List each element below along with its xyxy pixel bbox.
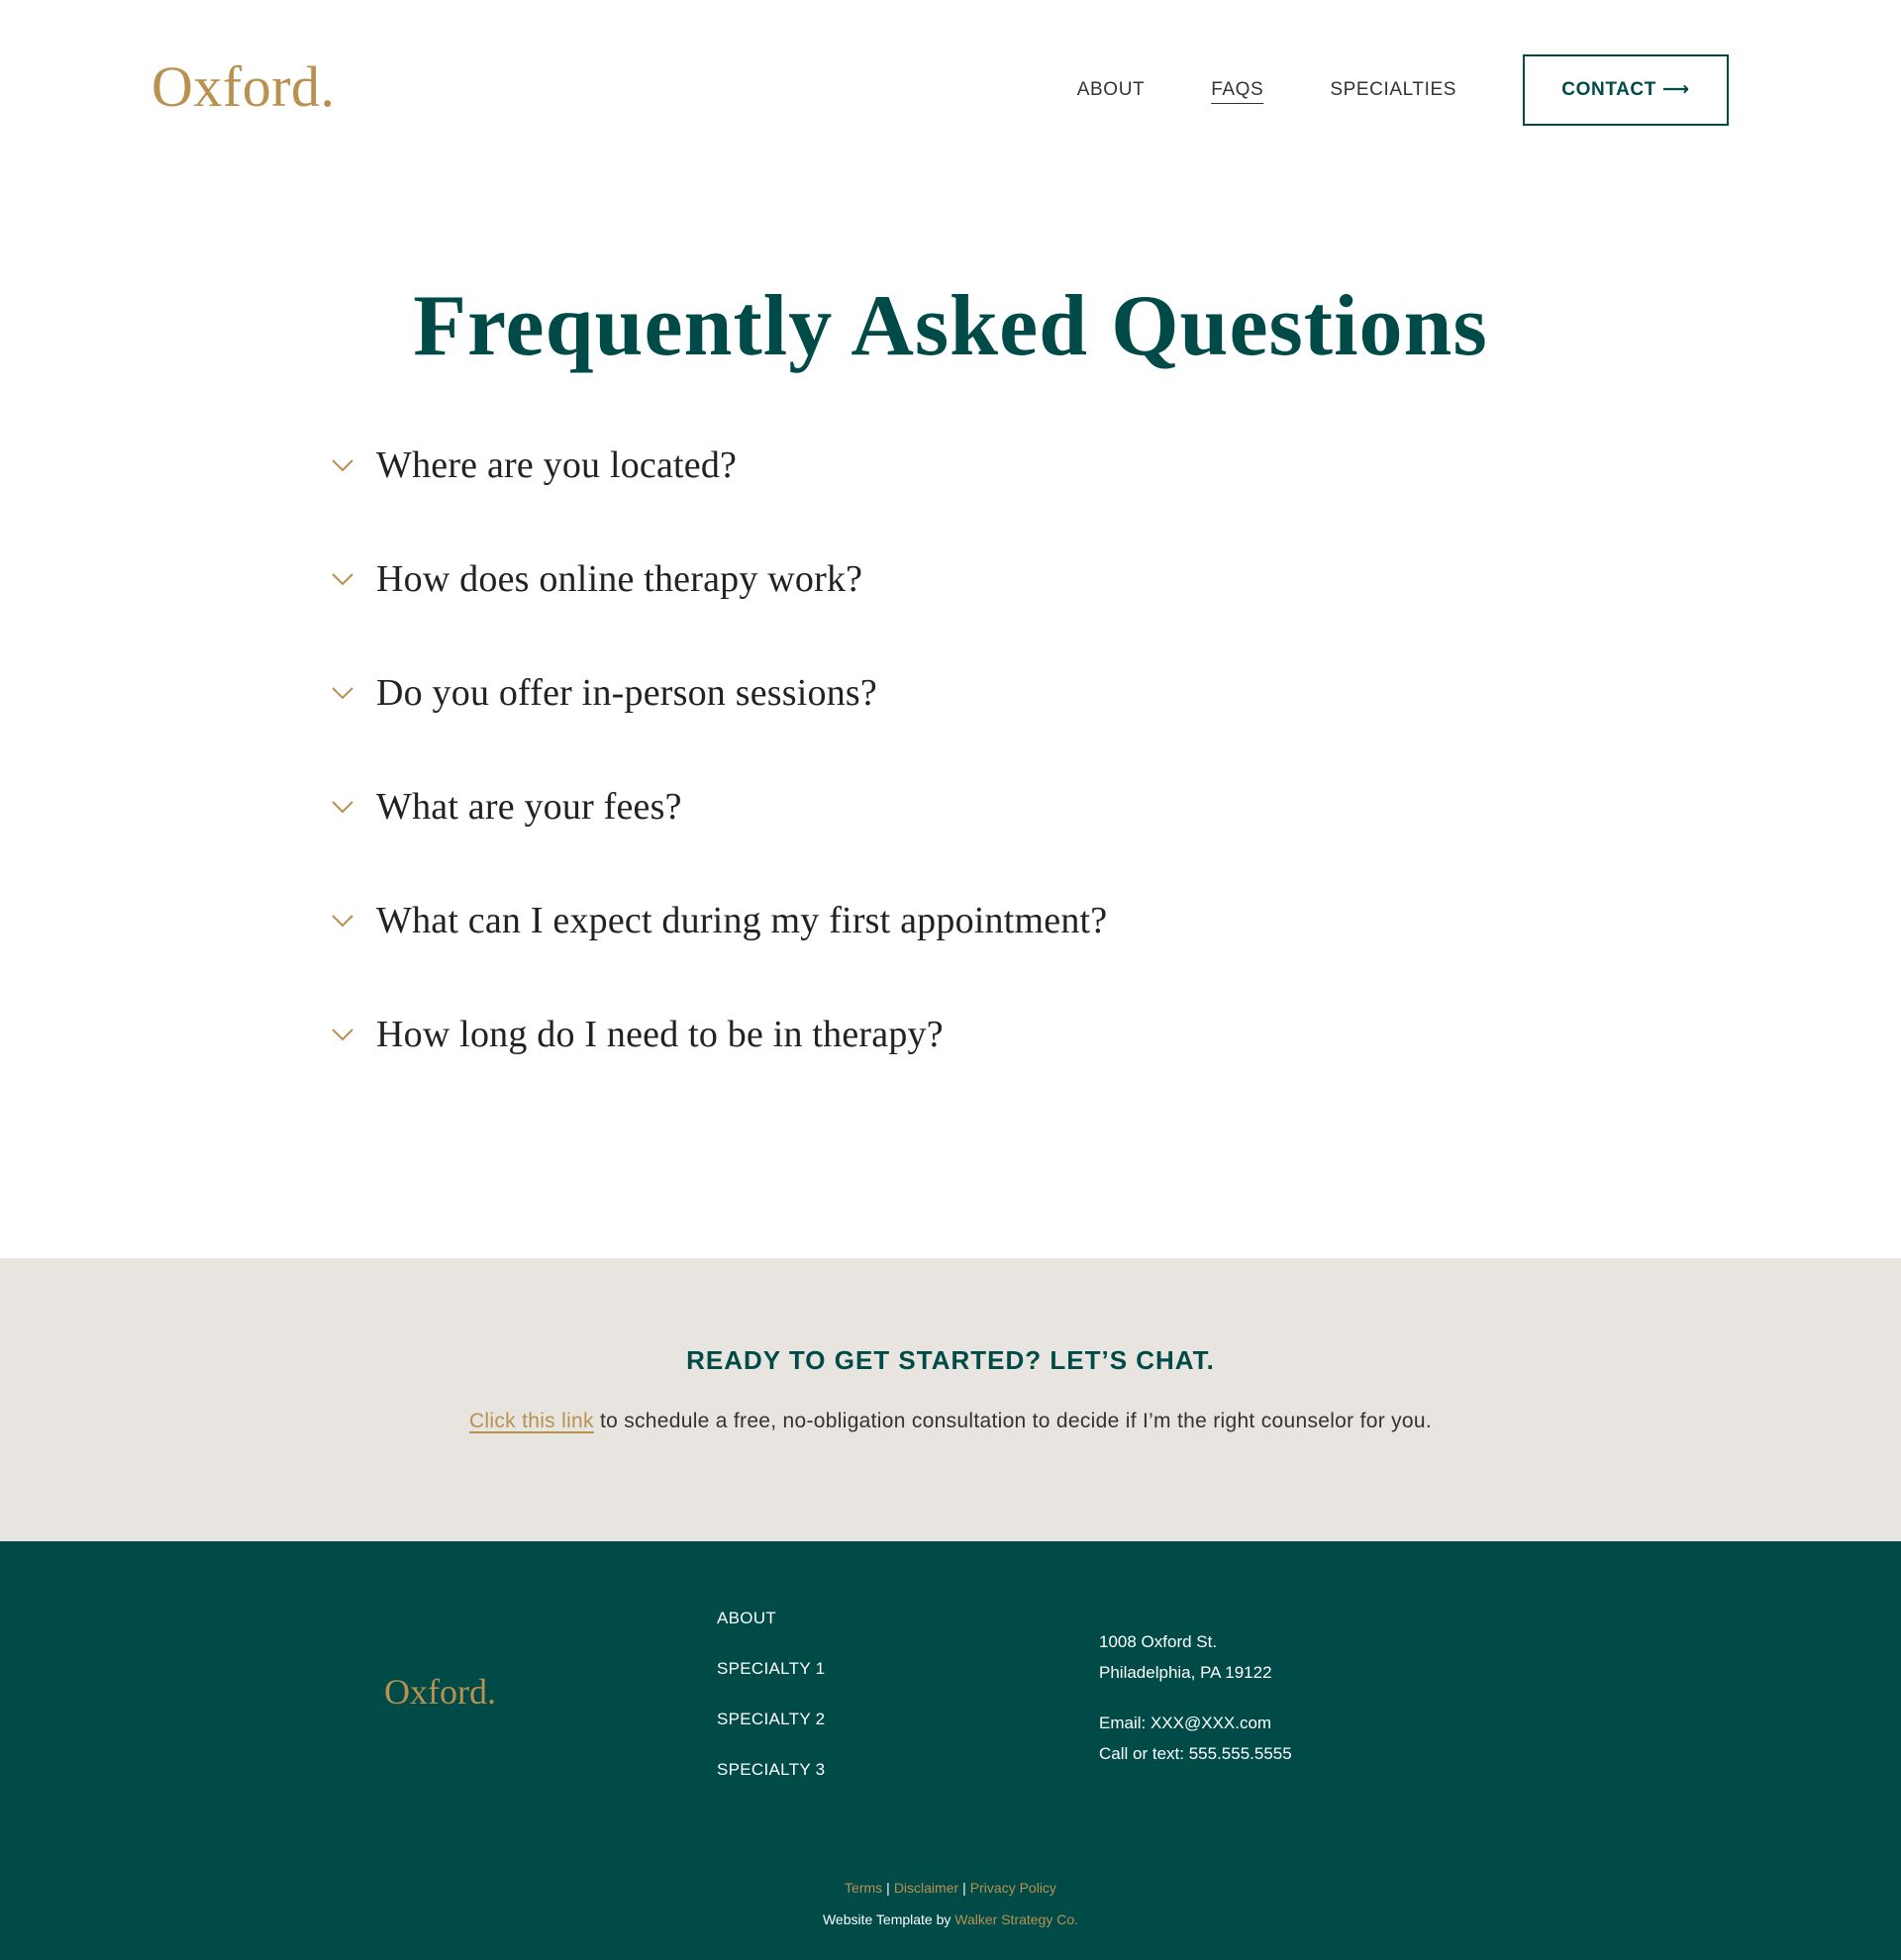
- chevron-down-icon: [331, 436, 360, 495]
- faq-item[interactable]: [327, 891, 1574, 1005]
- nav-specialties[interactable]: SPECIALTIES: [1330, 79, 1456, 100]
- faq-list: [327, 436, 1574, 1119]
- footer-link-specialty-2[interactable]: SPECIALTY 2: [717, 1710, 826, 1728]
- faq-question: What can I expect during my first appointment?: [376, 900, 1108, 941]
- chevron-down-icon: [331, 1005, 360, 1064]
- nav-faqs[interactable]: FAQS: [1211, 79, 1264, 100]
- legal-separator: |: [886, 1880, 890, 1896]
- schedule-link[interactable]: Click this link: [468, 1410, 594, 1432]
- chevron-down-icon: [331, 663, 360, 723]
- faq-item[interactable]: [327, 777, 1574, 891]
- chevron-down-icon: [331, 891, 360, 950]
- disclaimer-link[interactable]: Disclaimer: [893, 1880, 959, 1896]
- footer-link-specialty-1[interactable]: SPECIALTY 1: [717, 1659, 826, 1678]
- faq-item[interactable]: [327, 549, 1574, 663]
- template-credit: [0, 1910, 1901, 1929]
- site-header: [0, 0, 1901, 178]
- chevron-down-icon: [331, 777, 360, 836]
- footer-link-specialty-3[interactable]: SPECIALTY 3: [717, 1760, 826, 1779]
- footer-link-about[interactable]: ABOUT: [717, 1609, 777, 1627]
- credit-link[interactable]: Walker Strategy Co.: [954, 1911, 1079, 1927]
- page-title: Frequently Asked Questions: [413, 278, 1488, 374]
- contact-button[interactable]: CONTACT ⟶: [1523, 54, 1729, 126]
- footer-nav: [717, 1607, 825, 1809]
- address-line-1: 1008 Oxford St.: [1099, 1632, 1218, 1651]
- site-logo[interactable]: Oxford.: [151, 54, 336, 119]
- faq-question: Do you offer in-person sessions?: [376, 672, 877, 714]
- faq-question: Where are you located?: [376, 444, 738, 486]
- address-line-2: Philadelphia, PA 19122: [1099, 1663, 1272, 1682]
- cta-heading: READY TO GET STARTED? LET’S CHAT.: [686, 1345, 1215, 1375]
- nav-about[interactable]: ABOUT: [1076, 79, 1146, 100]
- legal-separator: |: [962, 1880, 966, 1896]
- faq-question: How does online therapy work?: [376, 558, 863, 600]
- faq-item[interactable]: [327, 1005, 1574, 1119]
- footer-email: Email: XXX@XXX.com: [1099, 1714, 1272, 1732]
- faq-question: How long do I need to be in therapy?: [376, 1014, 944, 1055]
- site-footer: [0, 1541, 1901, 1960]
- footer-contact: [1099, 1626, 1292, 1769]
- faq-item[interactable]: [327, 436, 1574, 549]
- footer-phone: Call or text: 555.555.5555: [1099, 1744, 1292, 1763]
- chevron-down-icon: [331, 549, 360, 609]
- terms-link[interactable]: Terms: [845, 1880, 883, 1896]
- cta-text: [0, 1407, 1901, 1436]
- footer-logo[interactable]: Oxford.: [384, 1672, 496, 1712]
- main-nav: [1077, 54, 1729, 126]
- faq-item[interactable]: [327, 663, 1574, 777]
- credit-prefix: Website Template by: [822, 1911, 955, 1927]
- legal-links: [0, 1878, 1901, 1898]
- cta-section: [0, 1258, 1901, 1541]
- faq-question: What are your fees?: [376, 786, 682, 828]
- cta-body-text: to schedule a free, no-obligation consultation to decide if I’m the right counselor for you.: [593, 1410, 1433, 1432]
- privacy-policy-link[interactable]: Privacy Policy: [969, 1880, 1056, 1896]
